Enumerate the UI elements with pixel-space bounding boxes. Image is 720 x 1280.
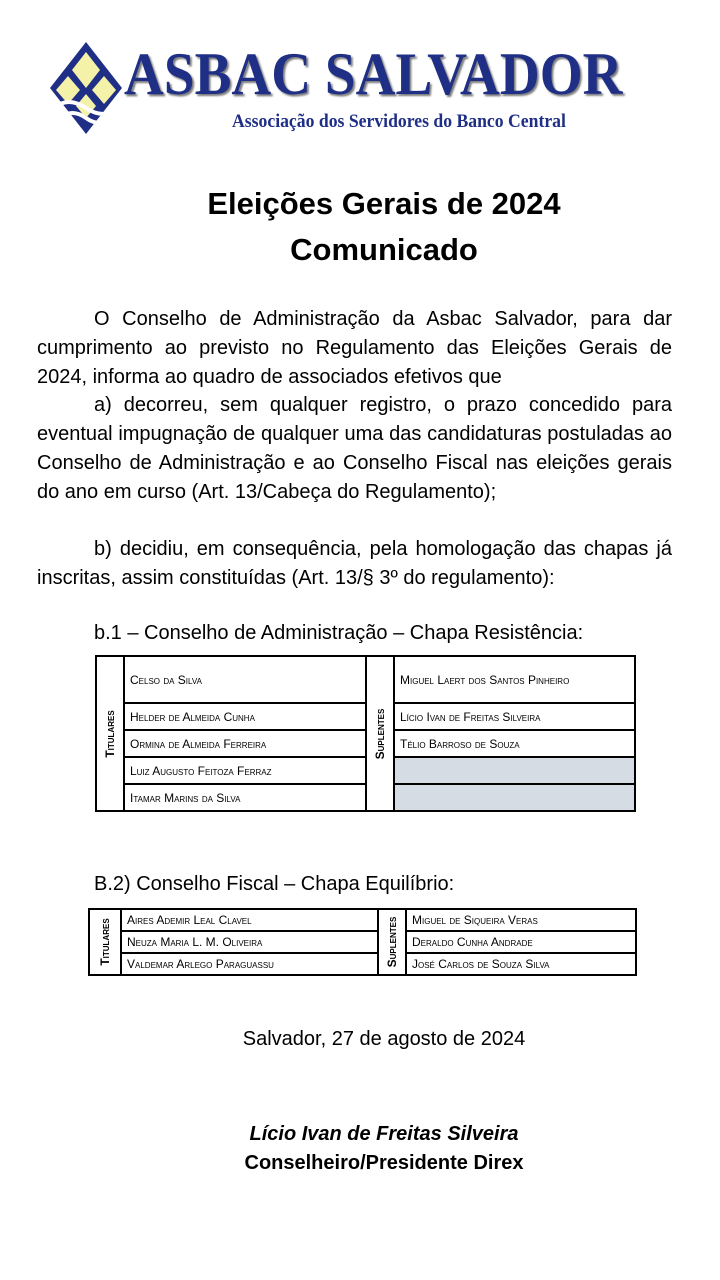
paragraph-b: b) decidiu, em consequência, pela homologação das chapas já inscritas, assim constituídas (Art. 13/§ 3º do regulamento): [37,538,672,589]
titulares-column-label: Titulares [89,909,121,975]
paragraph-a: a) decorreu, sem qualquer registro, o prazo concedido para eventual impugnação de qualquer uma das candidaturas postuladas ao Conselho de Administração e ao Conselho Fiscal nas eleições gerais do ano em curso (Art. 13/Cabeça do Regulamento); [37,394,672,503]
fiscal-heading: B.2) Conselho Fiscal – Chapa Equilíbrio: [94,873,455,895]
board-suplente-1: Miguel Laert dos Santos Pinheiro [394,656,635,703]
paragraph-intro: O Conselho de Administração da Asbac Salvador, para dar cumprimento ao previsto no Regulamento das Eleições Gerais de 2024, informa ao quadro de associados efetivos que [37,308,672,388]
fiscal-suplente-3: José Carlos de Souza Silva [406,953,636,975]
signer-role: Conselheiro/Presidente Direx [244,1152,524,1174]
org-name: ASBAC SALVADOR [124,41,623,107]
titulares-column-label: Titulares [96,656,124,811]
board-titular-5: Itamar Marins da Silva [124,784,366,811]
header-logo [48,38,623,138]
document-date: Salvador, 27 de agosto de 2024 [242,1028,526,1050]
fiscal-suplente-2: Deraldo Cunha Andrade [406,931,636,953]
table-row [89,931,636,953]
empty-cell [394,757,635,784]
suplentes-column-label: Suplentes [378,909,406,975]
board-titular-2: Helder de Almeida Cunha [124,703,366,730]
asbac-diamond-logo-icon [48,38,124,134]
board-slate-table [95,655,636,812]
board-heading: b.1 – Conselho de Administração – Chapa Resistência: [94,622,584,644]
empty-cell [394,784,635,811]
document-title: Eleições Gerais de 2024 [207,186,561,221]
board-suplente-3: Télio Barroso de Souza [394,730,635,757]
board-titular-4: Luiz Augusto Feitoza Ferraz [124,757,366,784]
suplentes-column-label: Suplentes [366,656,394,811]
board-titular-3: Ormina de Almeida Ferreira [124,730,366,757]
org-subtitle: Associação dos Servidores do Banco Central [232,111,566,132]
signer-name: Lício Ivan de Freitas Silveira [249,1123,519,1145]
table-row [89,909,636,931]
document-subtitle: Comunicado [290,232,478,267]
fiscal-slate-table [88,908,637,976]
fiscal-titular-1: Aires Ademir Leal Clavel [121,909,378,931]
fiscal-titular-3: Valdemar Arlego Paraguassu [121,953,378,975]
table-row [96,656,635,703]
board-suplente-2: Lício Ivan de Freitas Silveira [394,703,635,730]
table-row [89,953,636,975]
fiscal-suplente-1: Miguel de Siqueira Veras [406,909,636,931]
fiscal-titular-2: Neuza Maria L. M. Oliveira [121,931,378,953]
board-titular-1: Celso da Silva [124,656,366,703]
